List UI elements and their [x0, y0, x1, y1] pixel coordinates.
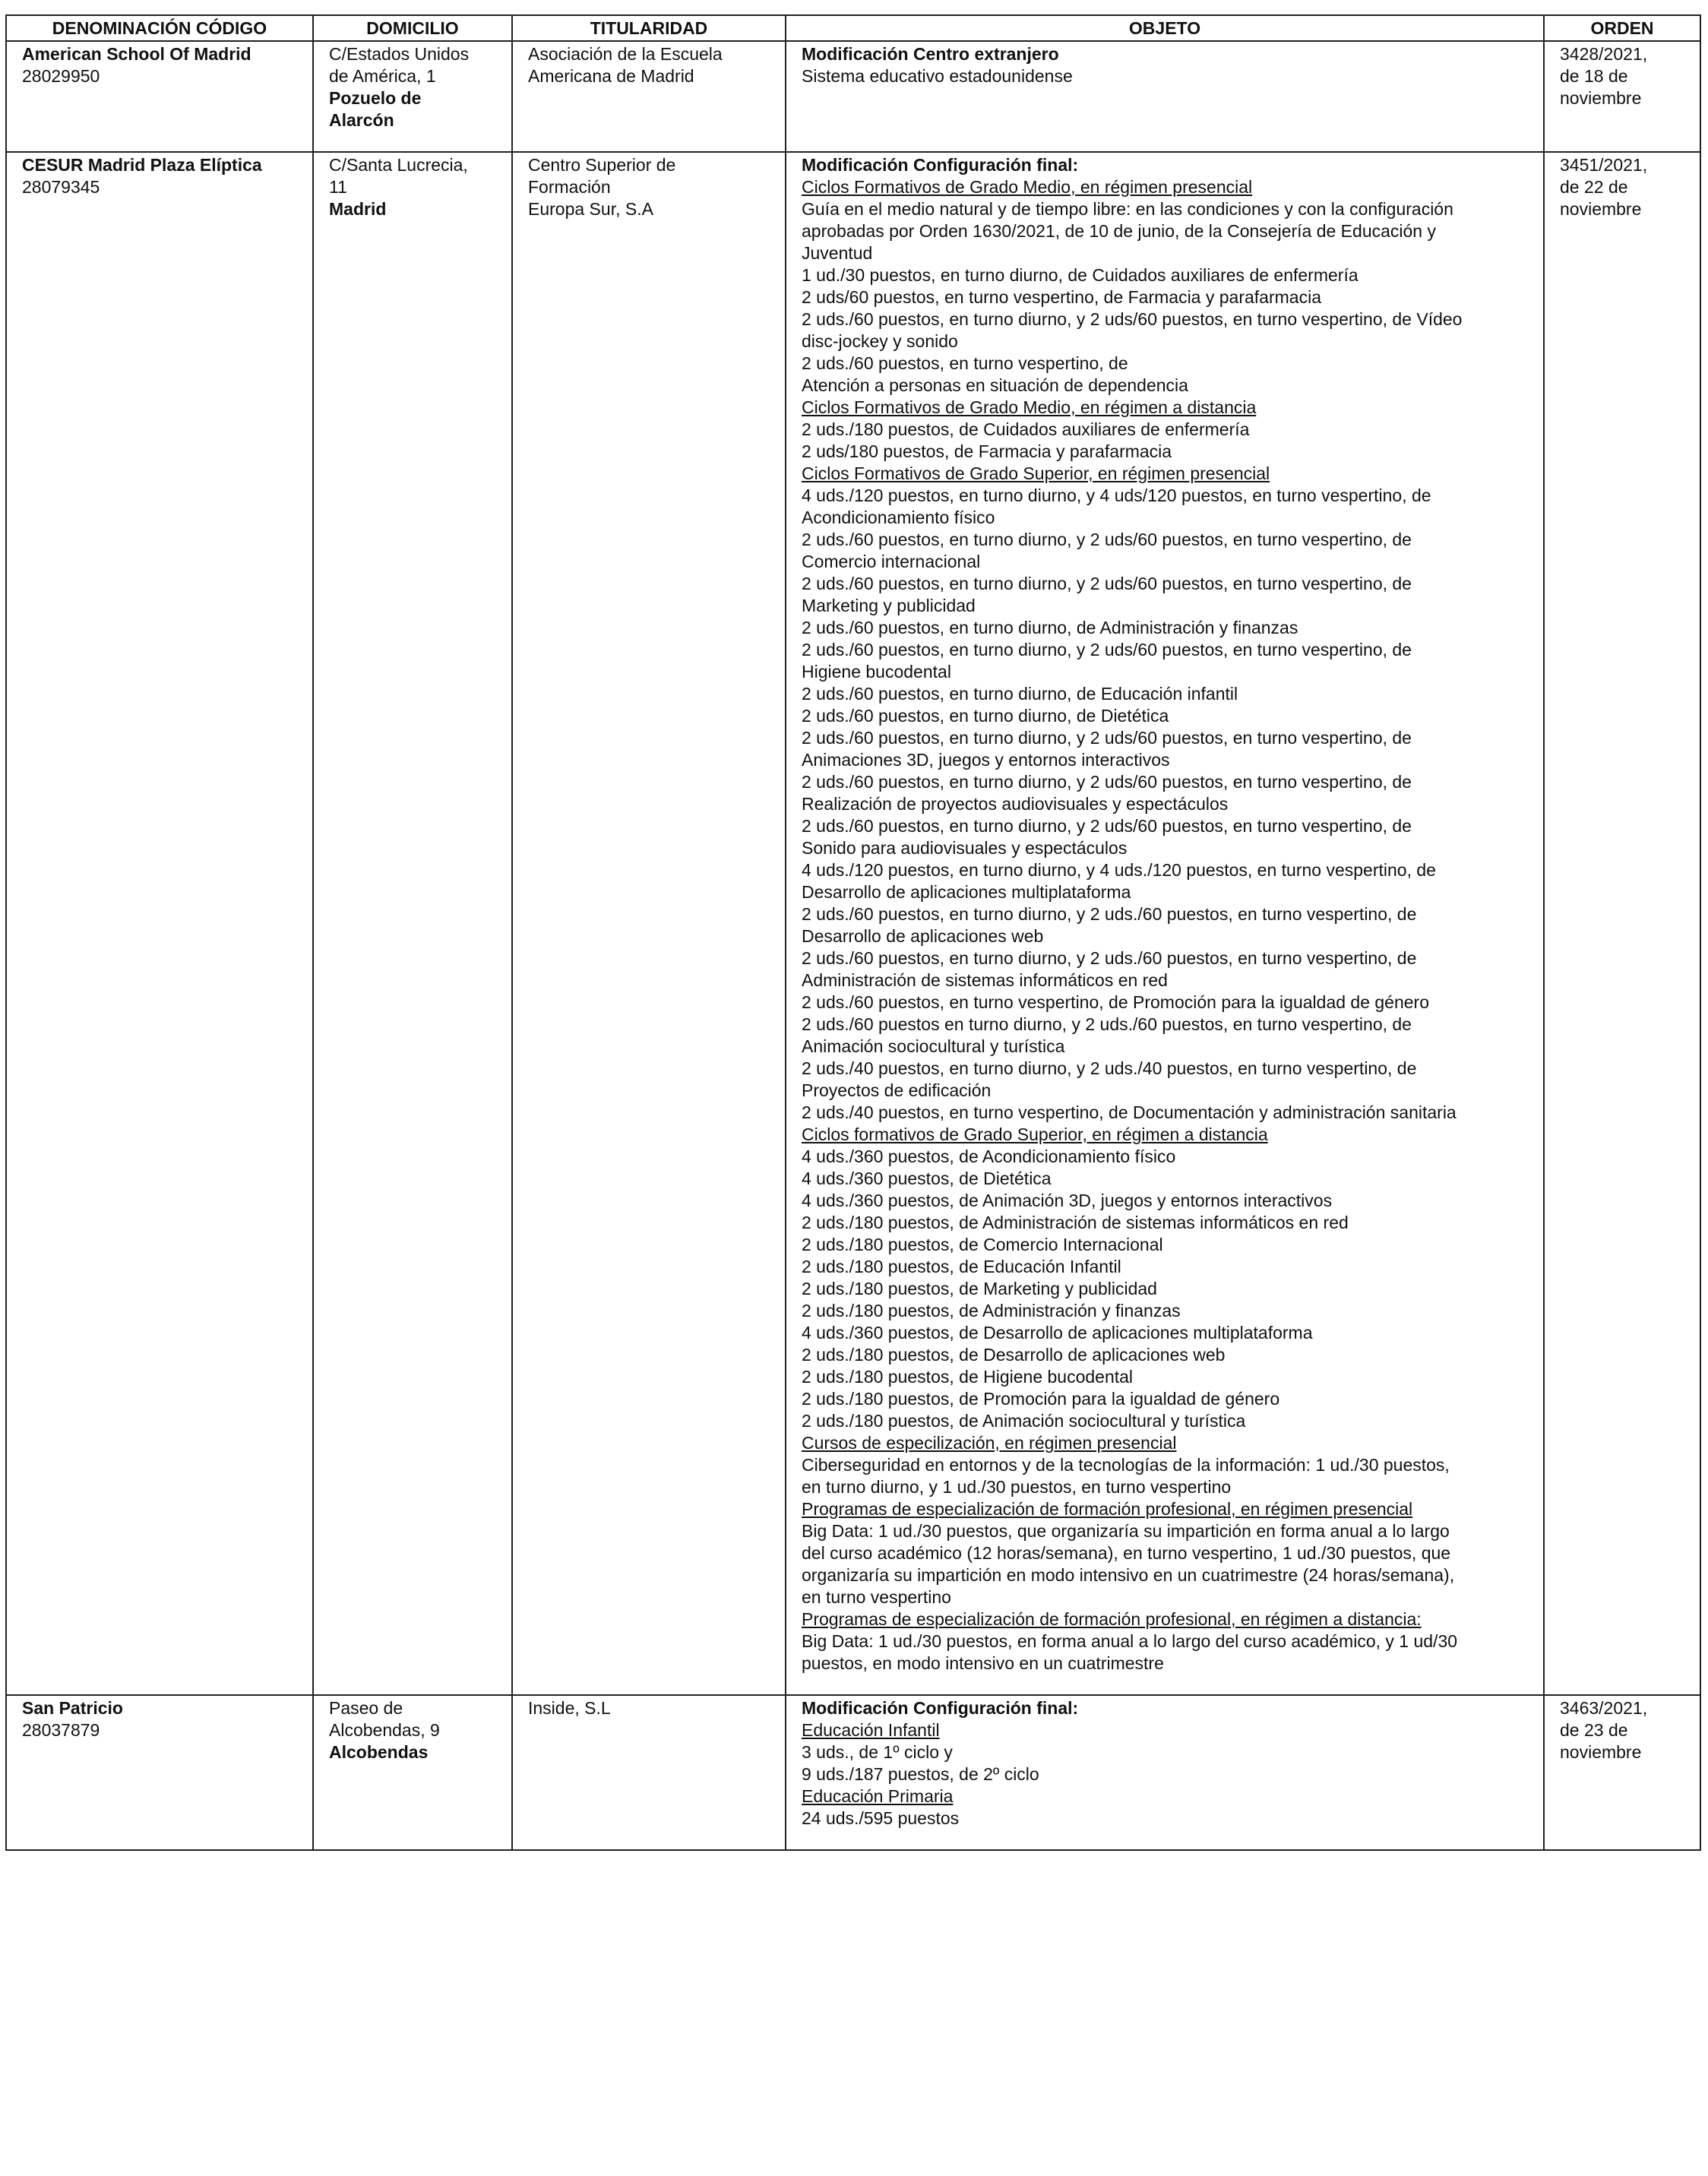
- object-line: 2 uds./180 puestos, de Promoción para la igualdad de género: [802, 1389, 1280, 1409]
- object-section-title: Cursos de especilización, en régimen presencial: [802, 1433, 1177, 1453]
- objeto-cell: [786, 41, 1544, 152]
- object-line: 2 uds./60 puestos, en turno vespertino, de: [802, 353, 1128, 373]
- object-line: 1 ud./30 puestos, en turno diurno, de Cuidados auxiliares de enfermería: [802, 265, 1358, 285]
- object-line: Administración de sistemas informáticos en red: [802, 970, 1168, 990]
- object-section-title: Ciclos Formativos de Grado Medio, en régimen a distancia: [802, 397, 1257, 417]
- domicilio-cell: [313, 1695, 512, 1850]
- object-section-title: Ciclos formativos de Grado Superior, en régimen a distancia: [802, 1124, 1268, 1144]
- city-line: Alcobendas: [329, 1742, 429, 1762]
- object-line: 2 uds/180 puestos, de Farmacia y parafarmacia: [802, 441, 1172, 461]
- titularidad-cell: [512, 41, 786, 152]
- order-line: de 23 de: [1560, 1720, 1628, 1740]
- titularidad-cell: [512, 1695, 786, 1850]
- city-line: Alarcón: [329, 110, 394, 130]
- domicilio-cell: [313, 41, 512, 152]
- header-orden: ORDEN: [1544, 15, 1700, 41]
- center-name: CESUR Madrid Plaza Elíptica: [22, 155, 262, 175]
- object-line: 2 uds./40 puestos, en turno vespertino, de Documentación y administración sanitaria: [802, 1102, 1457, 1122]
- object-line: disc-jockey y sonido: [802, 331, 958, 351]
- address-line: 11: [329, 177, 347, 197]
- object-line: Big Data: 1 ud./30 puestos, en forma anual a lo largo del curso académico, y 1 ud/30: [802, 1631, 1458, 1651]
- object-line: 2 uds./180 puestos, de Marketing y publicidad: [802, 1279, 1157, 1298]
- titularidad-cell: [512, 152, 786, 1695]
- object-line: Acondicionamiento físico: [802, 508, 995, 527]
- objeto-cell: [786, 152, 1544, 1695]
- object-line: Animación sociocultural y turística: [802, 1036, 1065, 1056]
- orden-cell: [1544, 152, 1700, 1695]
- object-line: 2 uds./180 puestos, de Comercio Internacional: [802, 1235, 1163, 1254]
- object-line: 2 uds./60 puestos, en turno diurno, y 2 uds/60 puestos, en turno vespertino, de: [802, 574, 1412, 593]
- object-line: Atención a personas en situación de dependencia: [802, 375, 1188, 395]
- orden-cell: [1544, 41, 1700, 152]
- object-line: Guía en el medio natural y de tiempo libre: en las condiciones y con la configuración: [802, 199, 1453, 219]
- object-line: 2 uds./180 puestos, de Educación Infantil: [802, 1257, 1121, 1276]
- denominacion-cell: [6, 1695, 313, 1850]
- object-line: 2 uds./60 puestos, en turno diurno, de Educación infantil: [802, 684, 1238, 704]
- object-line: 2 uds./60 puestos, en turno diurno, y 2 uds./60 puestos, en turno vespertino, de: [802, 948, 1417, 968]
- object-line: 4 uds./360 puestos, de Dietética: [802, 1169, 1052, 1188]
- city-line: Pozuelo de: [329, 88, 422, 108]
- object-line: Marketing y publicidad: [802, 596, 976, 615]
- object-line: Desarrollo de aplicaciones multiplataforma: [802, 882, 1131, 902]
- center-name: American School Of Madrid: [22, 44, 251, 64]
- owner-line: Formación: [528, 177, 611, 197]
- owner-line: Americana de Madrid: [528, 66, 694, 86]
- owner-line: Centro Superior de: [528, 155, 676, 175]
- order-line: noviembre: [1560, 199, 1642, 219]
- object-line: 2 uds./60 puestos, en turno diurno, de Dietética: [802, 706, 1169, 726]
- object-line: Animaciones 3D, juegos y entornos interactivos: [802, 750, 1170, 770]
- domicilio-cell: [313, 152, 512, 1695]
- object-section-title: Ciclos Formativos de Grado Superior, en régimen presencial: [802, 463, 1270, 483]
- address-line: C/Santa Lucrecia,: [329, 155, 468, 175]
- objeto-cell: [786, 1695, 1544, 1850]
- object-line: Big Data: 1 ud./30 puestos, que organizaría su impartición en forma anual a lo largo: [802, 1521, 1450, 1541]
- object-line: Comercio internacional: [802, 552, 981, 571]
- object-line: 2 uds./180 puestos, de Higiene bucodental: [802, 1367, 1134, 1387]
- address-line: Paseo de: [329, 1698, 403, 1718]
- center-code: 28079345: [22, 177, 100, 197]
- object-line: 9 uds./187 puestos, de 2º ciclo: [802, 1764, 1039, 1784]
- object-line: 4 uds./360 puestos, de Animación 3D, juegos y entornos interactivos: [802, 1191, 1333, 1210]
- object-line: aprobadas por Orden 1630/2021, de 10 de junio, de la Consejería de Educación y: [802, 221, 1436, 241]
- object-line: en turno diurno, y 1 ud./30 puestos, en turno vespertino: [802, 1477, 1232, 1497]
- denominacion-cell: [6, 152, 313, 1695]
- object-line: 2 uds./60 puestos, en turno vespertino, de Promoción para la igualdad de género: [802, 992, 1430, 1012]
- object-line: Realización de proyectos audiovisuales y espectáculos: [802, 794, 1229, 814]
- object-line: Proyectos de edificación: [802, 1080, 992, 1100]
- table-row: [6, 41, 1700, 152]
- city-line: Madrid: [329, 199, 387, 219]
- object-section-title: Educación Primaria: [802, 1786, 954, 1806]
- table-row: [6, 1695, 1700, 1850]
- object-heading: Modificación Centro extranjero: [802, 44, 1059, 64]
- header-row: [6, 15, 1700, 41]
- object-line: 2 uds./60 puestos, en turno diurno, y 2 uds/60 puestos, en turno vespertino, de: [802, 816, 1412, 836]
- header-objeto: OBJETO: [786, 15, 1544, 41]
- object-line: Juventud: [802, 243, 873, 263]
- object-line: 4 uds./120 puestos, en turno diurno, y 4 uds/120 puestos, en turno vespertino, de: [802, 485, 1431, 505]
- object-heading: Modificación Configuración final:: [802, 155, 1079, 175]
- object-line: Desarrollo de aplicaciones web: [802, 926, 1044, 946]
- address-line: C/Estados Unidos: [329, 44, 470, 64]
- center-code: 28037879: [22, 1720, 100, 1740]
- object-section-title: Ciclos Formativos de Grado Medio, en régimen presencial: [802, 177, 1253, 197]
- object-line: puestos, en modo intensivo en un cuatrimestre: [802, 1653, 1164, 1673]
- object-line: 2 uds./180 puestos, de Cuidados auxiliares de enfermería: [802, 419, 1250, 439]
- object-line: 2 uds./60 puestos, en turno diurno, y 2 uds./60 puestos, en turno vespertino, de: [802, 904, 1417, 924]
- order-line: 3463/2021,: [1560, 1698, 1648, 1718]
- object-line: 4 uds./120 puestos, en turno diurno, y 4 uds./120 puestos, en turno vespertino, de: [802, 860, 1436, 880]
- object-section-title: Educación Infantil: [802, 1720, 940, 1740]
- object-line: Higiene bucodental: [802, 662, 951, 682]
- center-name: San Patricio: [22, 1698, 123, 1718]
- object-line: organizaría su impartición en modo intensivo en un cuatrimestre (24 horas/semana),: [802, 1565, 1455, 1585]
- object-line: del curso académico (12 horas/semana), en turno vespertino, 1 ud./30 puestos, que: [802, 1543, 1451, 1563]
- object-line: 4 uds./360 puestos, de Acondicionamiento físico: [802, 1147, 1176, 1166]
- order-line: de 18 de: [1560, 66, 1628, 86]
- address-line: de América, 1: [329, 66, 436, 86]
- order-line: 3428/2021,: [1560, 44, 1648, 64]
- object-line: 3 uds., de 1º ciclo y: [802, 1742, 953, 1762]
- orden-cell: [1544, 1695, 1700, 1850]
- object-line: 2 uds./180 puestos, de Administración de sistemas informáticos en red: [802, 1213, 1349, 1232]
- order-line: noviembre: [1560, 1742, 1642, 1762]
- object-line: 2 uds./60 puestos, en turno diurno, y 2 uds/60 puestos, en turno vespertino, de Vídeo: [802, 309, 1463, 329]
- header-titularidad: TITULARIDAD: [512, 15, 786, 41]
- object-line: 2 uds./60 puestos, en turno diurno, y 2 uds/60 puestos, en turno vespertino, de: [802, 728, 1412, 748]
- header-domicilio: DOMICILIO: [313, 15, 512, 41]
- object-line: en turno vespertino: [802, 1587, 951, 1607]
- owner-line: Asociación de la Escuela: [528, 44, 723, 64]
- owner-line: Inside, S.L: [528, 1698, 611, 1718]
- table-row: [6, 152, 1700, 1695]
- object-line: Ciberseguridad en entornos y de la tecnologías de la información: 1 ud./30 puestos,: [802, 1455, 1450, 1475]
- object-line: 2 uds./40 puestos, en turno diurno, y 2 uds./40 puestos, en turno vespertino, de: [802, 1058, 1417, 1078]
- object-line: 4 uds./360 puestos, de Desarrollo de aplicaciones multiplataforma: [802, 1323, 1313, 1343]
- object-line: 24 uds./595 puestos: [802, 1808, 960, 1828]
- object-line: Sonido para audiovisuales y espectáculos: [802, 838, 1128, 858]
- denominacion-cell: [6, 41, 313, 152]
- object-section-title: Programas de especialización de formación profesional, en régimen presencial: [802, 1499, 1413, 1519]
- object-line: 2 uds./60 puestos, en turno diurno, y 2 uds/60 puestos, en turno vespertino, de: [802, 530, 1412, 549]
- object-line: 2 uds./60 puestos, en turno diurno, de Administración y finanzas: [802, 618, 1298, 637]
- object-line: 2 uds./60 puestos, en turno diurno, y 2 uds/60 puestos, en turno vespertino, de: [802, 640, 1412, 659]
- order-line: 3451/2021,: [1560, 155, 1648, 175]
- object-line: Sistema educativo estadounidense: [802, 66, 1073, 86]
- object-line: 2 uds./60 puestos en turno diurno, y 2 uds./60 puestos, en turno vespertino, de: [802, 1014, 1412, 1034]
- order-line: noviembre: [1560, 88, 1642, 108]
- order-line: de 22 de: [1560, 177, 1628, 197]
- owner-line: Europa Sur, S.A: [528, 199, 653, 219]
- object-heading: Modificación Configuración final:: [802, 1698, 1079, 1718]
- address-line: Alcobendas, 9: [329, 1720, 440, 1740]
- object-line: 2 uds./60 puestos, en turno diurno, y 2 uds/60 puestos, en turno vespertino, de: [802, 772, 1412, 792]
- object-section-title: Programas de especialización de formación profesional, en régimen a distancia:: [802, 1609, 1422, 1629]
- object-line: 2 uds./180 puestos, de Animación sociocultural y turística: [802, 1411, 1246, 1431]
- object-line: 2 uds./180 puestos, de Desarrollo de aplicaciones web: [802, 1345, 1226, 1365]
- object-line: 2 uds/60 puestos, en turno vespertino, de Farmacia y parafarmacia: [802, 287, 1321, 307]
- center-code: 28029950: [22, 66, 100, 86]
- centers-table: [5, 14, 1701, 1851]
- header-denominacion: DENOMINACIÓN CÓDIGO: [6, 15, 313, 41]
- object-line: 2 uds./180 puestos, de Administración y finanzas: [802, 1301, 1181, 1320]
